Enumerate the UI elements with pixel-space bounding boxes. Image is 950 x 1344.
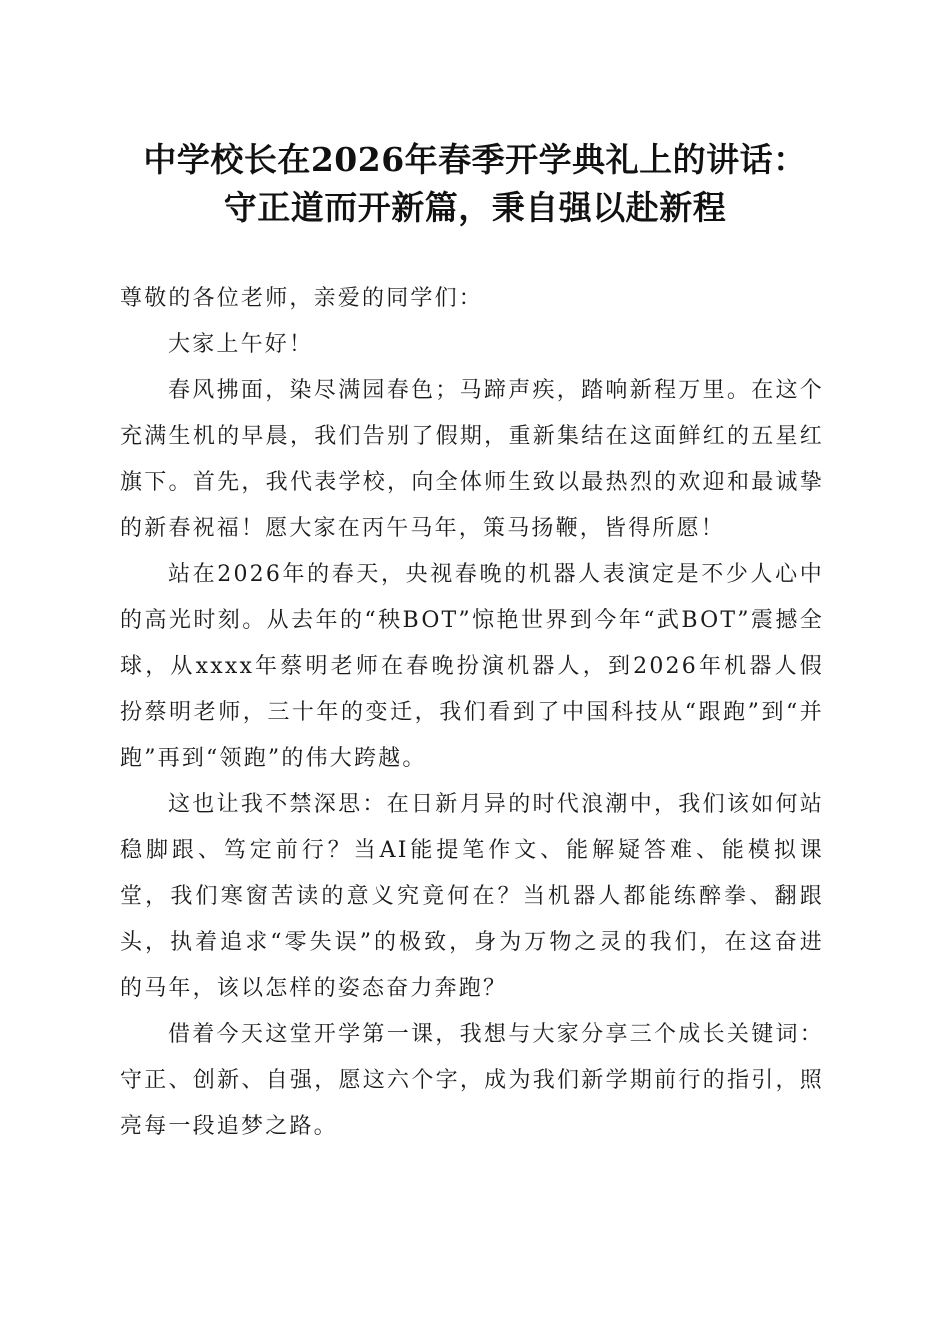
paragraph-keywords: 借着今天这堂开学第一课，我想与大家分享三个成长关键词：守正、创新、自强，愿这六个字，成为我们新学期前行的指引，照亮每一段追梦之路。 (120, 1022, 824, 1139)
paragraph-robots: 站在2026年的春天，央视春晚的机器人表演定是不少人心中的高光时刻。从去年的“秧BOT”惊艳世界到今年“武BOT”震撼全球，从xxxx年蔡明老师在春晚扮演机器人，到2026年机器人假扮蔡明老师，三十年的变迁，我们看到了中国科技从“跟跑”到“并跑”再到“领跑”的伟大跨越。 (120, 562, 824, 771)
paragraph-opening: 春风拂面，染尽满园春色；马蹄声疾，踏响新程万里。在这个充满生机的早晨，我们告别了假期，重新集结在这面鲜红的五星红旗下。首先，我代表学校，向全体师生致以最热烈的欢迎和最诚挚的新春祝福！愿大家在丙午马年，策马扬鞭，皆得所愿！ (120, 378, 824, 541)
salutation: 尊敬的各位老师，亲爱的同学们： (120, 286, 484, 311)
speech-body (120, 276, 824, 1150)
title-line-1: 中学校长在2026年春季开学典礼上的讲话： (143, 140, 807, 179)
paragraph-greeting: 大家上午好！ (168, 332, 314, 357)
page-title (80, 136, 870, 232)
paragraph-reflection: 这也让我不禁深思：在日新月异的时代浪潮中，我们该如何站稳脚跟、笃定前行？当AI能提笔作文、能解疑答难、能模拟课堂，我们寒窗苦读的意义究竟何在？当机器人都能练醉拳、翻跟头，执着追求“零失误”的极致，身为万物之灵的我们，在这奋进的马年，该以怎样的姿态奋力奔跑？ (120, 792, 824, 1001)
title-line-2: 守正道而开新篇，秉自强以赴新程 (223, 188, 727, 227)
